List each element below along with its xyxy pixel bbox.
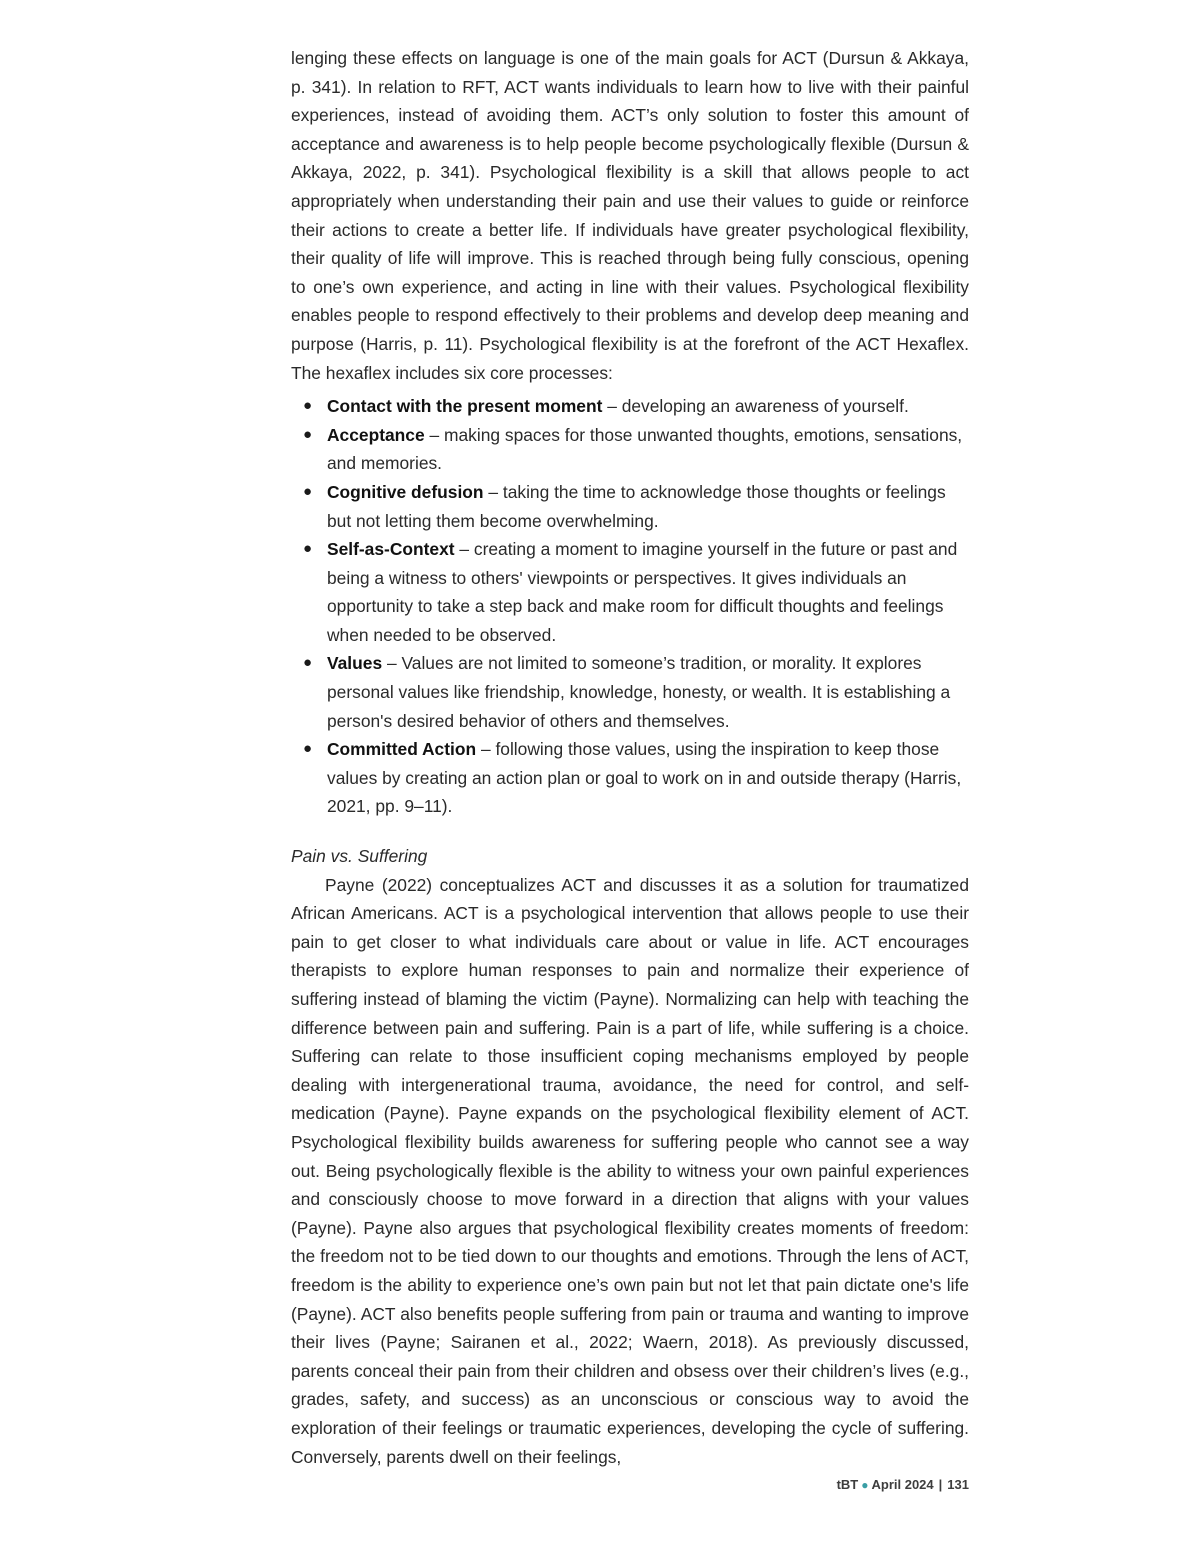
process-description: – making spaces for those unwanted thoughts, emotions, sensations, and memories.: [327, 424, 963, 474]
process-term: Acceptance: [327, 424, 425, 445]
list-item: [303, 392, 969, 421]
bullet-icon: ●: [303, 654, 313, 672]
bullet-icon: ●: [303, 397, 313, 415]
process-description: – taking the time to acknowledge those thoughts or feelings but not letting them become overwhelming.: [327, 481, 946, 531]
process-description: – following those values, using the inspiration to keep those values by creating an action plan or goal to work on in and outside therapy (Harris, 2021, pp. 9–11).: [327, 739, 962, 817]
journal-name: tBT: [836, 1477, 859, 1492]
bullet-icon: ●: [303, 482, 313, 500]
process-description: – Values are not limited to someone’s tradition, or morality. It explores personal values like friendship, knowledge, honesty, or wealth. It is establishing a person's desired behavior of others and themselves.: [327, 653, 951, 731]
page-footer: [837, 1477, 969, 1492]
process-term: Contact with the present moment: [327, 396, 603, 417]
separator-dot-icon: ●: [861, 1478, 869, 1492]
process-description: – creating a moment to imagine yourself in the future or past and being a witness to others' viewpoints or perspectives. It gives individuals an opportunity to take a step back and make room for difficult thoughts and feelings when needed to be observed.: [327, 539, 958, 645]
hexaflex-process-list: [291, 392, 969, 821]
process-term: Values: [327, 653, 383, 674]
bullet-icon: ●: [303, 740, 313, 758]
list-item: [303, 421, 969, 478]
section-subheading: Pain vs. Suffering: [291, 846, 428, 867]
bullet-icon: ●: [303, 425, 313, 443]
footer-separator: |: [938, 1477, 943, 1492]
article-body: [291, 44, 969, 1471]
intro-paragraph: lenging these effects on language is one of the main goals for ACT (Dursun & Akkaya, p. 341). In relation to RFT, ACT wants individuals to learn how to live with their painful experiences, instead of avoiding them. ACT’s only solution to foster this amount of acceptance and awareness is to help people become psychologically flexible (Dursun & Akkaya, 2022, p. 341). Psychological flexibility is a skill that allows people to act appropriately when understanding their pain and use their values to guide or reinforce their actions to create a better life. If individuals have greater psychological flexibility, their quality of life will improve. This is reached through being fully conscious, opening to one’s own experience, and acting in line with their values. Psychological flexibility enables people to respond effectively to their problems and develop deep meaning and purpose (Harris, p. 11). Psychological flexibility is at the forefront of the ACT Hexaflex. The hexaflex includes six core processes:: [291, 48, 969, 383]
process-term: Cognitive defusion: [327, 481, 484, 502]
process-term: Committed Action: [327, 739, 477, 760]
list-item: [303, 735, 969, 821]
list-item: [303, 478, 969, 535]
list-item: [303, 649, 969, 735]
list-item: [303, 535, 969, 649]
process-description: – developing an awareness of yourself.: [602, 396, 909, 417]
bullet-icon: ●: [303, 540, 313, 558]
issue-date: April 2024: [871, 1477, 934, 1492]
process-term: Self-as-Context: [327, 539, 455, 560]
section-paragraph: Payne (2022) conceptualizes ACT and discusses it as a solution for traumatized African Americans. ACT is a psychological intervention that allows people to use their pain to get closer to what individuals care about or value in life. ACT encourages therapists to explore human responses to pain and normalize their experience of suffering instead of blaming the victim (Payne). Normalizing can help with teaching the difference between pain and suffering. Pain is a part of life, while suffering is a choice. Suffering can relate to those insufficient coping mechanisms employed by people dealing with intergenerational trauma, avoidance, the need for control, and self-medication (Payne). Payne expands on the psychological flexibility element of ACT. Psychological flexibility builds awareness for suffering people who cannot see a way out. Being psychologically flexible is the ability to witness your own painful experiences and consciously choose to move forward in a direction that aligns with your values (Payne). Payne also argues that psychological flexibility creates moments of freedom: the freedom not to be tied down to our thoughts and emotions. Through the lens of ACT, freedom is the ability to experience one’s own pain but not let that pain dictate one's life (Payne). ACT also benefits people suffering from pain or trauma and wanting to improve their lives (Payne; Sairanen et al., 2022; Waern, 2018). As previously discussed, parents conceal their pain from their children and obsess over their children’s lives (e.g., grades, safety, and success) as an unconscious or conscious way to avoid the exploration of their feelings or traumatic experiences, developing the cycle of suffering. Conversely, parents dwell on their feelings,: [291, 874, 969, 1467]
page-number: 131: [947, 1477, 969, 1492]
